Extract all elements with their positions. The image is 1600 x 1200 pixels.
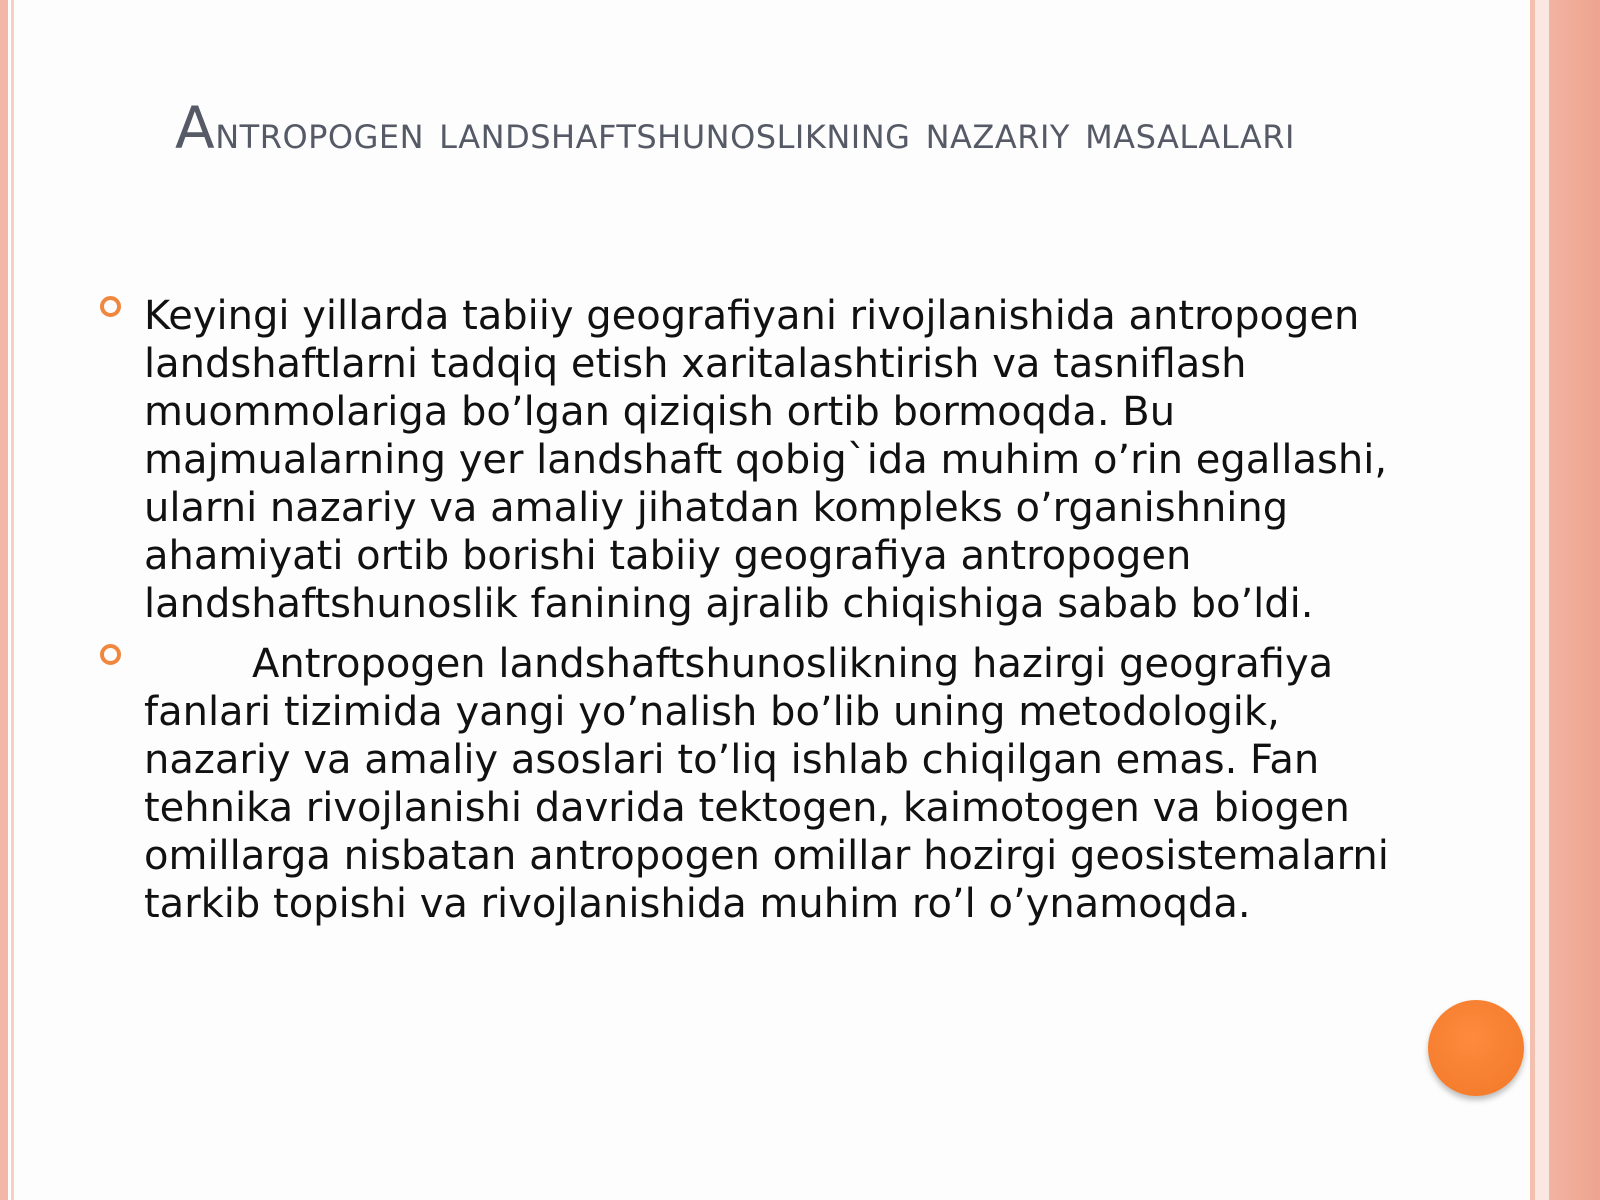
slide-title-rest: ntropogen landshaftshunoslikning nazariy masalalari [215, 105, 1295, 159]
left-accent-stripe [0, 0, 8, 1200]
bullet-text: Keyingi yillarda tabiiy geografiyani rivojlanishida antropogen landshaftlarni tadqiq etish xaritalashtirish va tasniflash muommolariga bo’lgan qiziqish ortib bormoqda. Bu majmualarning yer landshaft qobig`ida muhim o’rin egallashi, ularni nazariy va amaliy jihatdan kompleks o’rganishning ahamiyati ortib borishi tabiiy geografiya antropogen landshaftshunoslik fanining ajralib chiqishiga sabab bo’ldi. [144, 293, 1388, 627]
left-accent-stripe-inner [11, 0, 14, 1200]
orange-circle-icon[interactable] [1428, 1000, 1524, 1096]
ring-bullet-icon [100, 296, 121, 317]
slide-title-first-letter: A [175, 94, 216, 162]
slide-body [96, 292, 1396, 940]
bullet-item [96, 292, 1396, 628]
bullet-item [96, 640, 1396, 928]
slide-title [120, 88, 1350, 172]
right-accent-stripe-light [1535, 0, 1549, 1200]
right-accent-stripe-wide [1549, 0, 1600, 1200]
ring-bullet-icon [100, 644, 121, 665]
bullet-text: Antropogen landshaftshunoslikning hazirgi geografiya fanlari tizimida yangi yo’nalish bo’lib uning metodologik, nazariy va amaliy asoslari to’liq ishlab chiqilgan emas. Fan tehnika rivojlanishi davrida tektogen, kaimotogen va biogen omillarga nisbatan antropogen omillar hozirgi geosistemalarni tarkib topishi va rivojlanishida muhim ro’l o’ynamoqda. [144, 641, 1389, 927]
